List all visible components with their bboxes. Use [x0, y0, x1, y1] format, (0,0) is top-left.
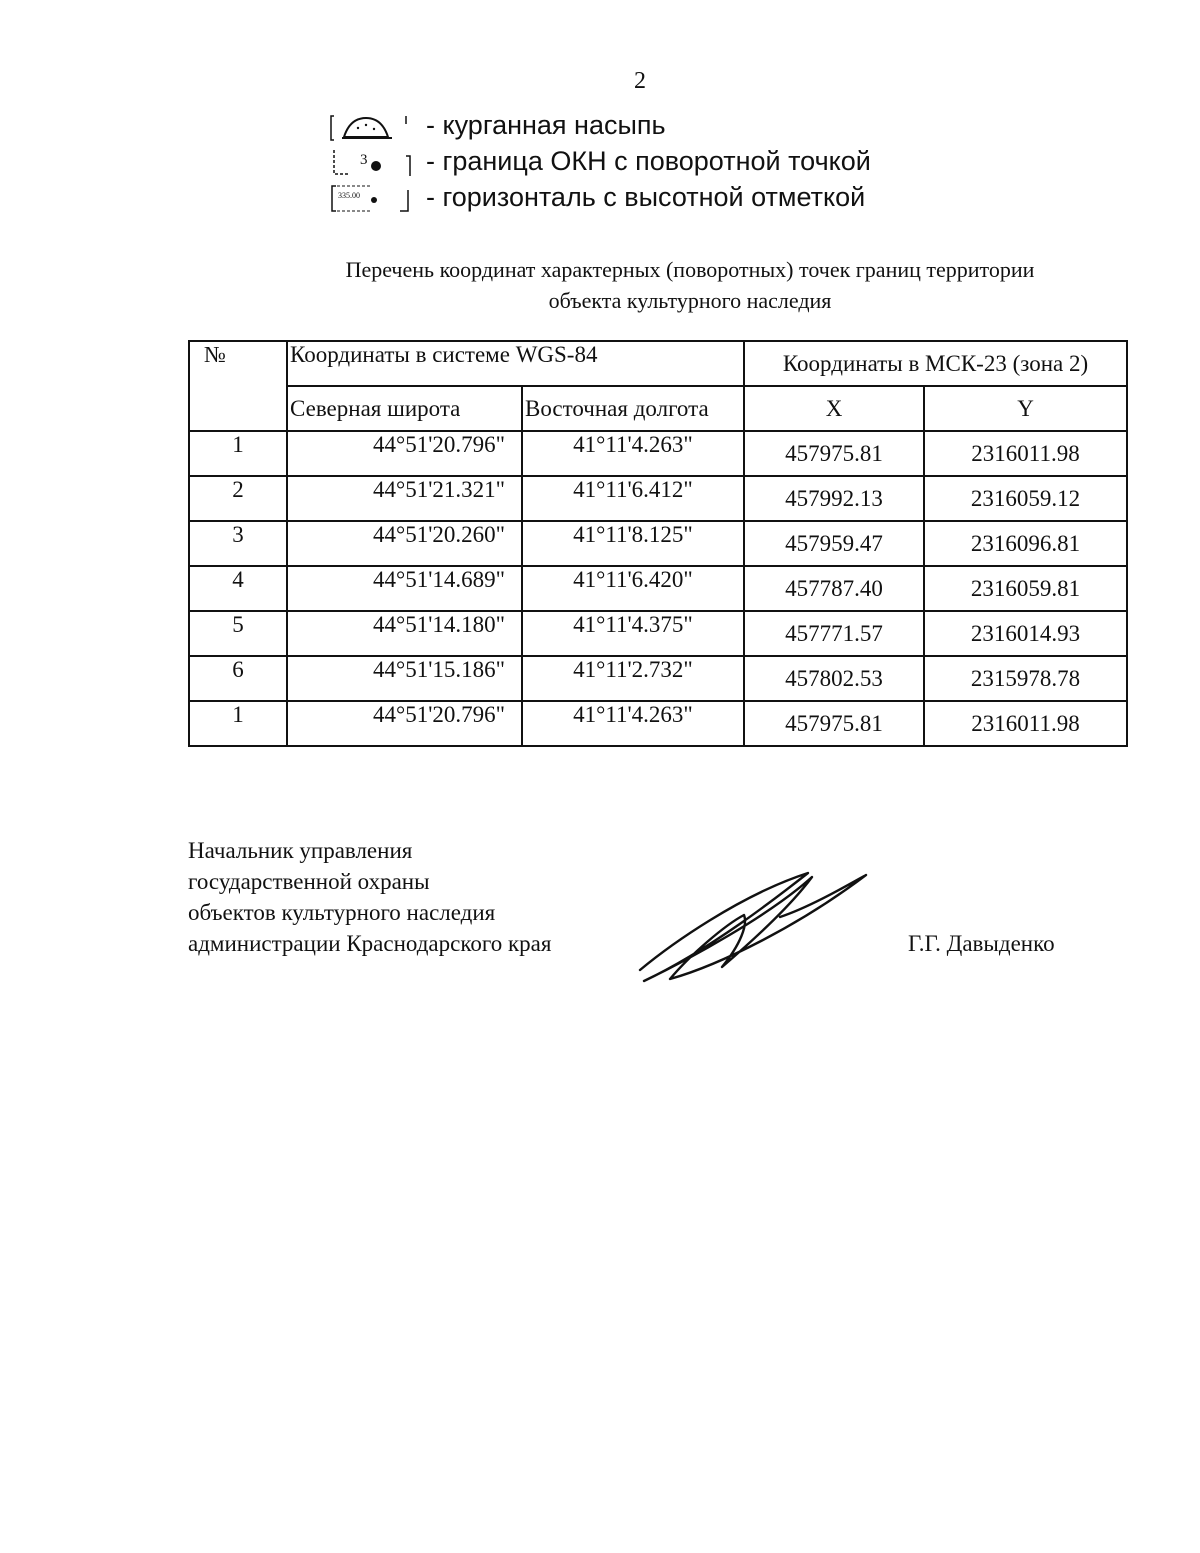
cell-longitude: 41°11'4.263": [522, 431, 744, 476]
cell-num: 4: [189, 566, 287, 611]
boundary-point-label: 3: [360, 152, 368, 168]
contour-elevation-label: 335.00: [338, 191, 360, 200]
boundary-point-symbol-icon: [330, 148, 422, 178]
cell-y: 2315978.78: [924, 656, 1127, 701]
signer-title-line-3: объектов культурного наследия: [188, 900, 496, 925]
header-wgs-group: Координаты в системе WGS-84: [287, 341, 744, 386]
cell-latitude: 44°51'14.689": [287, 566, 522, 611]
cell-latitude: 44°51'20.796": [287, 431, 522, 476]
header-longitude: Восточная долгота: [522, 386, 744, 431]
header-msk-group: Координаты в МСК-23 (зона 2): [744, 341, 1127, 386]
page-number: 2: [634, 68, 646, 94]
cell-num: 3: [189, 521, 287, 566]
cell-longitude: 41°11'2.732": [522, 656, 744, 701]
table-row: [189, 476, 1127, 521]
handwritten-signature: [630, 855, 875, 990]
cell-x: 457959.47: [744, 521, 924, 566]
legend-label-boundary: - граница ОКН с поворотной точкой: [426, 146, 871, 176]
cell-longitude: 41°11'4.375": [522, 611, 744, 656]
cell-longitude: 41°11'6.412": [522, 476, 744, 521]
signer-title-line-2: государственной охраны: [188, 869, 430, 894]
cell-latitude: 44°51'21.321": [287, 476, 522, 521]
header-y: Y: [924, 386, 1127, 431]
cell-y: 2316011.98: [924, 701, 1127, 746]
cell-y: 2316059.81: [924, 566, 1127, 611]
caption-line-1: Перечень координат характерных (поворотных) точек границ территории: [345, 257, 1035, 282]
cell-y: 2316011.98: [924, 431, 1127, 476]
cell-x: 457975.81: [744, 431, 924, 476]
cell-num: 2: [189, 476, 287, 521]
signer-title-line-1: Начальник управления: [188, 838, 413, 863]
cell-x: 457992.13: [744, 476, 924, 521]
signer-name: Г.Г. Давыденко: [908, 931, 1055, 956]
mound-symbol-icon: [330, 112, 422, 142]
cell-x: 457771.57: [744, 611, 924, 656]
table-caption: [150, 254, 1200, 316]
table-row: [189, 656, 1127, 701]
cell-num: 1: [189, 431, 287, 476]
legend-label-mound: - курганная насыпь: [426, 110, 666, 140]
coordinates-table: [188, 340, 1128, 747]
cell-x: 457787.40: [744, 566, 924, 611]
cell-num: 1: [189, 701, 287, 746]
header-num: №: [189, 341, 287, 431]
table-row: [189, 566, 1127, 611]
header-x: X: [744, 386, 924, 431]
cell-x: 457802.53: [744, 656, 924, 701]
table-row: [189, 701, 1127, 746]
table-subheader-row: [189, 386, 1127, 431]
cell-latitude: 44°51'14.180": [287, 611, 522, 656]
cell-num: 6: [189, 656, 287, 701]
cell-longitude: 41°11'8.125": [522, 521, 744, 566]
cell-num: 5: [189, 611, 287, 656]
cell-y: 2316096.81: [924, 521, 1127, 566]
cell-y: 2316014.93: [924, 611, 1127, 656]
cell-latitude: 44°51'20.260": [287, 521, 522, 566]
table-header-row: [189, 341, 1127, 386]
signer-block: [188, 835, 551, 959]
legend-label-contour: - горизонталь с высотной отметкой: [426, 182, 866, 212]
header-latitude: Северная широта: [287, 386, 522, 431]
table-row: [189, 431, 1127, 476]
cell-latitude: 44°51'15.186": [287, 656, 522, 701]
cell-y: 2316059.12: [924, 476, 1127, 521]
table-row: [189, 521, 1127, 566]
cell-longitude: 41°11'4.263": [522, 701, 744, 746]
contour-elevation-symbol-icon: [330, 184, 422, 214]
cell-latitude: 44°51'20.796": [287, 701, 522, 746]
signer-title-line-4: администрации Краснодарского края: [188, 931, 552, 956]
caption-line-2: объекта культурного наследия: [548, 288, 832, 313]
table-row: [189, 611, 1127, 656]
cell-x: 457975.81: [744, 701, 924, 746]
cell-longitude: 41°11'6.420": [522, 566, 744, 611]
